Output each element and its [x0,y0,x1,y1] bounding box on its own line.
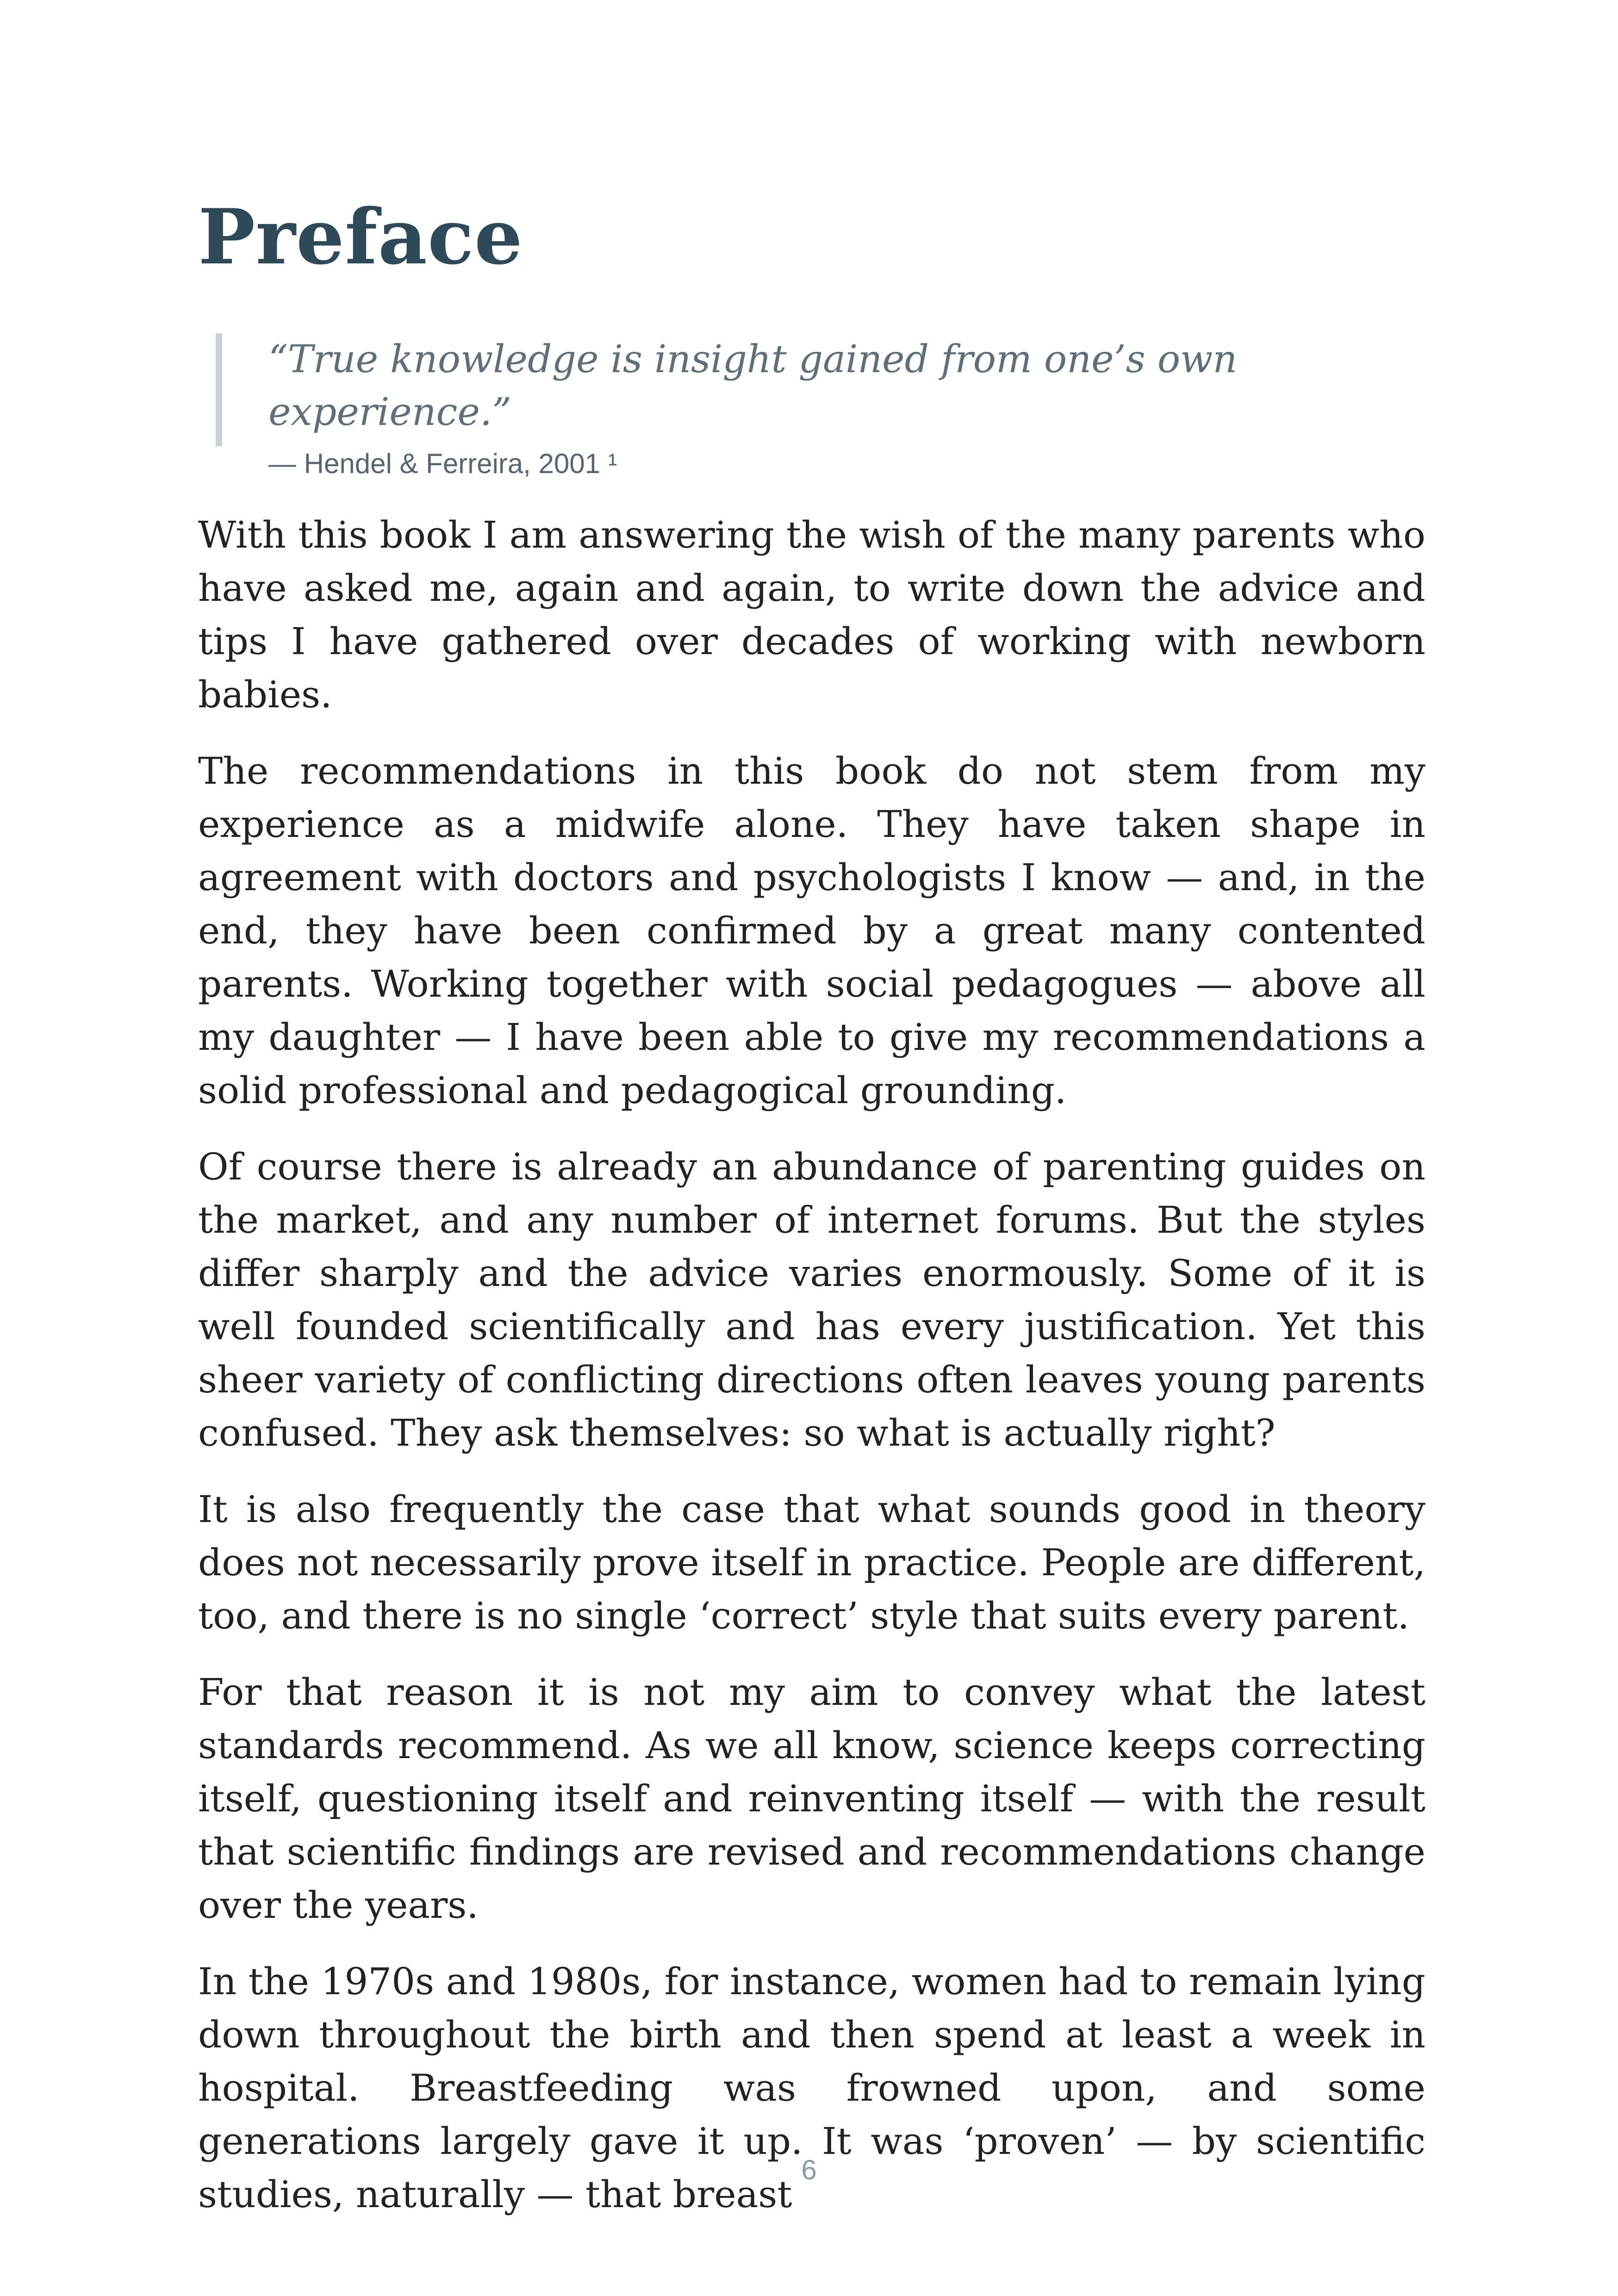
paragraph: It is also frequently the case that what sounds good in theory does not necessarily prove itself in practice. People are different, too, and there is no single ‘correct’ style that suits every parent. [198,1488,1425,1637]
paragraph: The recommendations in this book do not stem from my experience as a midwife alone. They have taken shape in agreement with doctors and psychologists I know — and, in the end, they have been confirmed by a great many contented parents. Working together with social pedagogues — above all my daughter — I have been able to give my recommendations a solid professional and pedagogical grounding. [198,749,1425,1112]
epigraph-source: — Hendel & Ferreira, 2001 ¹ [268,448,617,479]
body-text [198,508,1425,2221]
epigraph [216,333,1342,479]
page-title: Preface [198,192,523,281]
paragraph: In the 1970s and 1980s, for instance, women had to remain lying down throughout the birth and then spend at least a week in hospital. Breastfeeding was frowned upon, and some generations largely gave it up. It was ‘proven’ — by scientific studies, naturally — that breast [198,1960,1425,2216]
page-number: 6 [801,2154,817,2185]
paragraph: For that reason it is not my aim to convey what the latest standards recommend. As we all know, science keeps correcting itself, questioning itself and reinventing itself — with the result that scientific findings are revised and recommendations change over the years. [198,1671,1425,1927]
paragraph: With this book I am answering the wish of the many parents who have asked me, again and again, to write down the advice and tips I have gathered over decades of working with newborn babies. [198,513,1425,716]
epigraph-quote: “True knowledge is insight gained from one’s own experience.” [268,337,1238,434]
paragraph: Of course there is already an abundance of parenting guides on the market, and any number of internet forums. But the styles differ sharply and the advice varies enormously. Some of it is well founded scientifically and has every justification. Yet this sheer variety of conflicting directions often leaves young parents confused. They ask themselves: so what is actually right? [198,1145,1425,1454]
